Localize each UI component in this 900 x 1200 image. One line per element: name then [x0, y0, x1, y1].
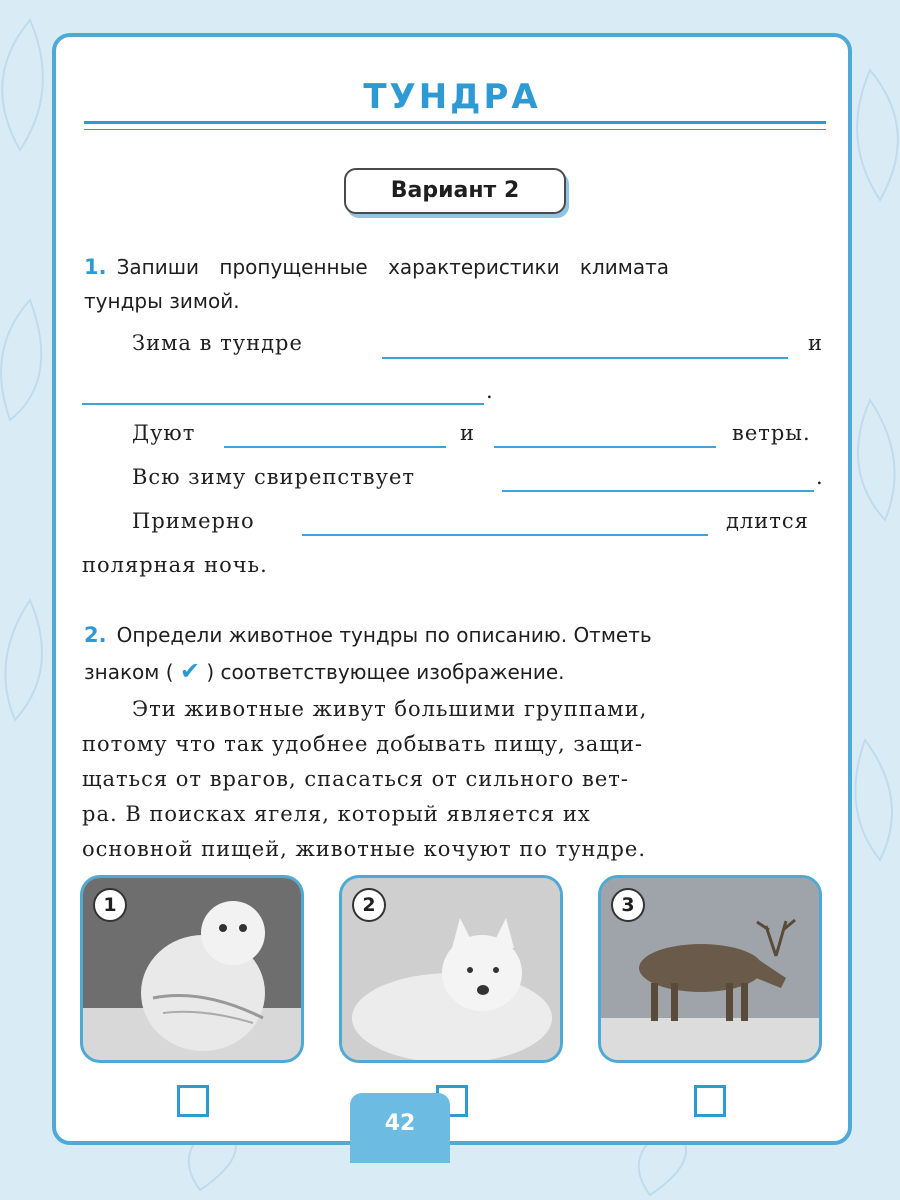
photo-number-1: 1 [93, 888, 127, 922]
page-number: 42 [350, 1093, 450, 1163]
s2-start: Дуют [132, 421, 196, 445]
description-line-5: основной пищей, животные кочуют по тундре. [82, 837, 647, 861]
description-line-2: потому что так удобнее добывать пищу, защи- [82, 732, 643, 756]
checkbox-photo-3[interactable] [694, 1085, 726, 1117]
s4-start: Примерно [132, 509, 255, 533]
task1-number: 1. [84, 255, 107, 279]
blank-polar-night[interactable] [302, 534, 708, 536]
blank-blizzard[interactable] [502, 490, 814, 492]
task1-prompt-line1: 1. Запиши пропущенные характеристики климата [84, 255, 670, 279]
task2-prompt-line2: знаком ( ✔ ) соответствующее изображение. [84, 657, 565, 685]
title-underline-thin [84, 129, 826, 130]
description-line-3: щаться от врагов, спасаться от сильного вет- [82, 767, 630, 791]
description-line-4: ра. В поисках ягеля, который является их [82, 802, 591, 826]
page-title: ТУНДРА [363, 77, 541, 117]
blank-winds-2[interactable] [494, 446, 716, 448]
task1-prompt-line2: тундры зимой. [84, 289, 240, 313]
s3-end: . [816, 465, 824, 489]
blank-winds-1[interactable] [224, 446, 446, 448]
task2-number: 2. [84, 623, 107, 647]
s4-line2: полярная ночь. [82, 553, 268, 577]
checkmark-icon: ✔ [179, 657, 200, 685]
variant-label: Вариант 2 [344, 168, 566, 214]
checkbox-photo-1[interactable] [177, 1085, 209, 1117]
photo-snowy-owl [80, 875, 304, 1063]
s4-end: длится [726, 509, 809, 533]
photo-reindeer [598, 875, 822, 1063]
photo-number-2: 2 [352, 888, 386, 922]
s1-start: Зима в тундре [132, 331, 303, 355]
photo-number-3: 3 [611, 888, 645, 922]
s2-and: и [460, 421, 475, 445]
s1-and: и [808, 331, 823, 355]
blank-winter-2[interactable] [82, 403, 484, 405]
blank-winter-1[interactable] [382, 357, 788, 359]
title-underline [84, 121, 826, 124]
photo-arctic-fox [339, 875, 563, 1063]
description-line-1: Эти животные живут большими группами, [132, 697, 648, 721]
s1-end: . [486, 379, 494, 403]
task2-prompt-line1: 2. Определи животное тундры по описанию. Отметь [84, 623, 652, 647]
worksheet-page [52, 33, 852, 1145]
s3-start: Всю зиму свирепствует [132, 465, 416, 489]
s2-end: ветры. [732, 421, 811, 445]
